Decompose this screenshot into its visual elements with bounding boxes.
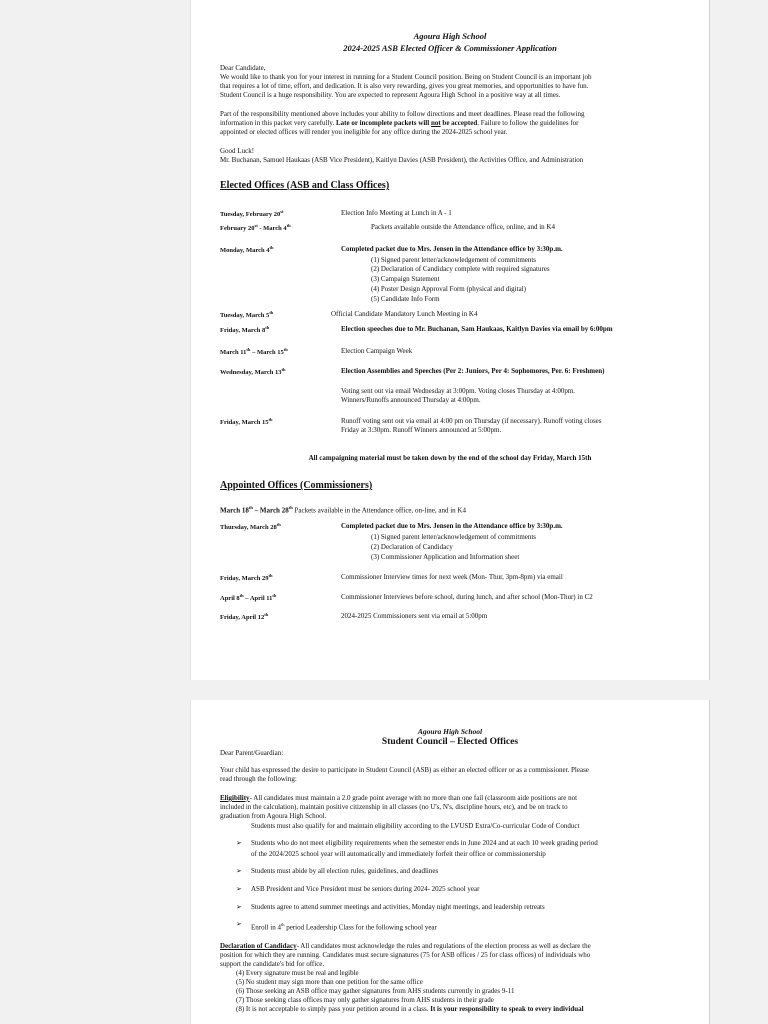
rule-item: Students who do not meet eligibility requirements when the semester ends in June 2024 and at each 10 week grading period xyxy=(251,839,598,847)
declaration-line: position for which they are running. Candidates must secure signatures (75 for ASB offices / 25 for class offices) of individuals who xyxy=(220,951,591,959)
checklist-item: (4) Poster Design Approval Form (physical and digital) xyxy=(371,285,526,293)
school-name: Agoura High School xyxy=(417,727,483,736)
declaration-item: (8) It is not acceptable to simply pass your petition around in a class. It is your responsibility to speak to every individual xyxy=(236,1005,584,1013)
school-name: Agoura High School xyxy=(413,31,487,41)
schedule-event-detail: Winners/Runoffs announced Thursday at 4:00pm. xyxy=(341,396,481,404)
document-page-2 xyxy=(190,700,710,1024)
schedule-event: Commissioner Interviews before school, during lunch, and after school (Mon-Thur) in C2 xyxy=(341,593,593,601)
schedule-event: Election speeches due to Mr. Buchanan, Sam Haukaas, Kaitlyn Davies via email by 6:00pm xyxy=(341,325,613,333)
checklist-item: (2) Declaration of Candidacy complete with required signatures xyxy=(371,265,550,273)
schedule-date: February 20st - March 4th xyxy=(220,223,291,233)
schedule-date: Wednesday, March 13th xyxy=(220,367,286,377)
schedule-event-detail: Friday at 3:30pm. Runoff Winners announced at 5:00pm. xyxy=(341,426,502,434)
declaration-item: (4) Every signature must be real and legible xyxy=(236,969,359,977)
schedule-date: Monday, March 4th xyxy=(220,245,274,255)
responsibility-line: information in this packet very carefully. Late or incomplete packets will not be accepted. Failure to follow the guidelines for xyxy=(220,119,579,127)
application-title: 2024-2025 ASB Elected Officer & Commissioner Application xyxy=(343,43,557,53)
rule-item: Students must abide by all election rules, guidelines, and deadlines xyxy=(251,867,439,875)
schedule-date: Tuesday, February 20st xyxy=(220,209,284,219)
arrow-bullet-icon: ➢ xyxy=(236,920,242,928)
schedule-date: Friday, April 12th xyxy=(220,612,269,622)
intro-line: Your child has expressed the desire to participate in Student Council (ASB) as either an elected officer or as a commissioner. Please xyxy=(220,766,589,774)
schedule-event: 2024-2025 Commissioners sent via email at 5:00pm xyxy=(341,612,488,620)
schedule-event: Completed packet due to Mrs. Jensen in the Attendance office by 3:30p.m. xyxy=(341,245,563,253)
rule-item: ASB President and Vice President must be seniors during 2024- 2025 school year xyxy=(251,885,480,893)
schedule-date: April 8th – April 11th xyxy=(220,593,277,603)
checklist-item: (3) Commissioner Application and Information sheet xyxy=(371,553,520,561)
declaration-item: (6) Those seeking an ASB office may gather signatures from AHS students currently in grades 9-11 xyxy=(236,987,515,995)
schedule-date: Friday, March 29th xyxy=(220,573,273,583)
intro-line: read through the following: xyxy=(220,775,297,783)
intro-line: Student Council is a huge responsibility. You are expected to represent Agoura High School in a positive way at all times. xyxy=(220,91,561,99)
declaration-line: Declaration of Candidacy- All candidates must acknowledge the rules and regulations of the election process as well as declare the xyxy=(220,942,591,950)
schedule-event-detail: Voting sent out via email Wednesday at 3:00pm. Voting closes Thursday at 4:00pm. xyxy=(341,387,576,395)
schedule-row: March 18th – March 28th Packets available in the Attendance office, on-line, and in K4 xyxy=(220,505,466,515)
schedule-date: Tuesday, March 5th xyxy=(220,310,274,320)
arrow-bullet-icon: ➢ xyxy=(236,885,242,893)
eligibility-line: Eligibility- All candidates must maintain a 2.0 grade point average with no more than one fail (classroom aide positions are not xyxy=(220,794,578,802)
schedule-date: Friday, March 8th xyxy=(220,325,270,335)
letter-title: Student Council – Elected Offices xyxy=(381,737,519,747)
eligibility-line: graduation from Agoura High School. xyxy=(220,812,327,820)
schedule-event: Election Campaign Week xyxy=(341,347,413,355)
intro-line: that requires a lot of time, effort, and dedication. It is also very rewarding, gives you great memories, and opportunities to have fun. xyxy=(220,82,589,90)
schedule-event: Official Candidate Mandatory Lunch Meeting in K4 xyxy=(331,310,478,318)
checklist-item: (2) Declaration of Candidacy xyxy=(371,543,453,551)
arrow-bullet-icon: ➢ xyxy=(236,903,242,911)
checklist-item: (3) Campaign Statement xyxy=(371,275,440,283)
elected-offices-heading: Elected Offices (ASB and Class Offices) xyxy=(220,180,390,191)
schedule-event: Packets available outside the Attendance office, online, and in K4 xyxy=(371,223,555,231)
rule-item: of the 2024/2025 school year will automatically and immediately forfeit their office or commissionership xyxy=(251,850,546,858)
checklist-item: (5) Candidate Info Form xyxy=(371,295,440,303)
arrow-bullet-icon: ➢ xyxy=(236,839,242,847)
declaration-item: (5) No student may sign more than one petition for the same office xyxy=(236,978,423,986)
schedule-event: Election Assemblies and Speeches (Per 2: Juniors, Per 4: Sophomores, Per. 6: Freshmen) xyxy=(341,367,605,375)
checklist-item: (1) Signed parent letter/acknowledgement of commitments xyxy=(371,533,537,541)
eligibility-line: included in the calculation), maintain positive citizenship in all classes (no U's, N's, discipline hours, etc), and be on track to xyxy=(220,803,568,811)
eligibility-line: Students must also qualify for and maintain eligibility according to the LVUSD Extra/Co-curricular Code of Conduct xyxy=(251,822,580,830)
schedule-event: Runoff voting sent out via email at 4:00 pm on Thursday (if necessary). Runoff voting closes xyxy=(341,417,602,425)
rule-item: Enroll in 4th period Leadership Class for the following school year xyxy=(251,922,437,932)
greeting: Dear Candidate, xyxy=(220,64,266,72)
document-page-1 xyxy=(190,0,710,680)
declaration-line: support the candidate's bid for office. xyxy=(220,960,325,968)
schedule-event: Completed packet due to Mrs. Jensen in the Attendance office by 3:30p.m. xyxy=(341,522,563,530)
intro-line: We would like to thank you for your interest in running for a Student Council position. Being on Student Council is an important job xyxy=(220,73,592,81)
schedule-date: March 11th – March 15th xyxy=(220,347,288,357)
responsibility-line: Part of the responsibility mentioned above includes your ability to follow directions and meet deadlines. Please read the following xyxy=(220,110,585,118)
signers: Mr. Buchanan, Samuel Haukaas (ASB Vice President), Kaitlyn Davies (ASB President), the Activities Office, and Administration xyxy=(220,156,584,164)
schedule-date: Thursday, March 28th xyxy=(220,522,281,532)
arrow-bullet-icon: ➢ xyxy=(236,867,242,875)
greeting: Dear Parent/Guardian: xyxy=(220,749,284,757)
schedule-date: Friday, March 15th xyxy=(220,417,273,427)
good-luck: Good Luck! xyxy=(220,147,255,155)
responsibility-line: appointed or elected offices will render you ineligible for any office during the 2024-2025 school year. xyxy=(220,128,508,136)
schedule-event: Election Info Meeting at Lunch in A - 1 xyxy=(341,209,452,217)
campaign-note: All campaigning material must be taken down by the end of the school day Friday, March 15th xyxy=(308,454,592,462)
checklist-item: (1) Signed parent letter/acknowledgement of commitments xyxy=(371,256,537,264)
rule-item: Students agree to attend summer meetings and activities, Monday night meetings, and leadership retreats xyxy=(251,903,545,911)
appointed-offices-heading: Appointed Offices (Commissioners) xyxy=(220,480,373,491)
declaration-item: (7) Those seeking class offices may only gather signatures from AHS students in their grade xyxy=(236,996,494,1004)
schedule-event: Commissioner Interview times for next week (Mon- Thur, 3pm-8pm) via email xyxy=(341,573,563,581)
